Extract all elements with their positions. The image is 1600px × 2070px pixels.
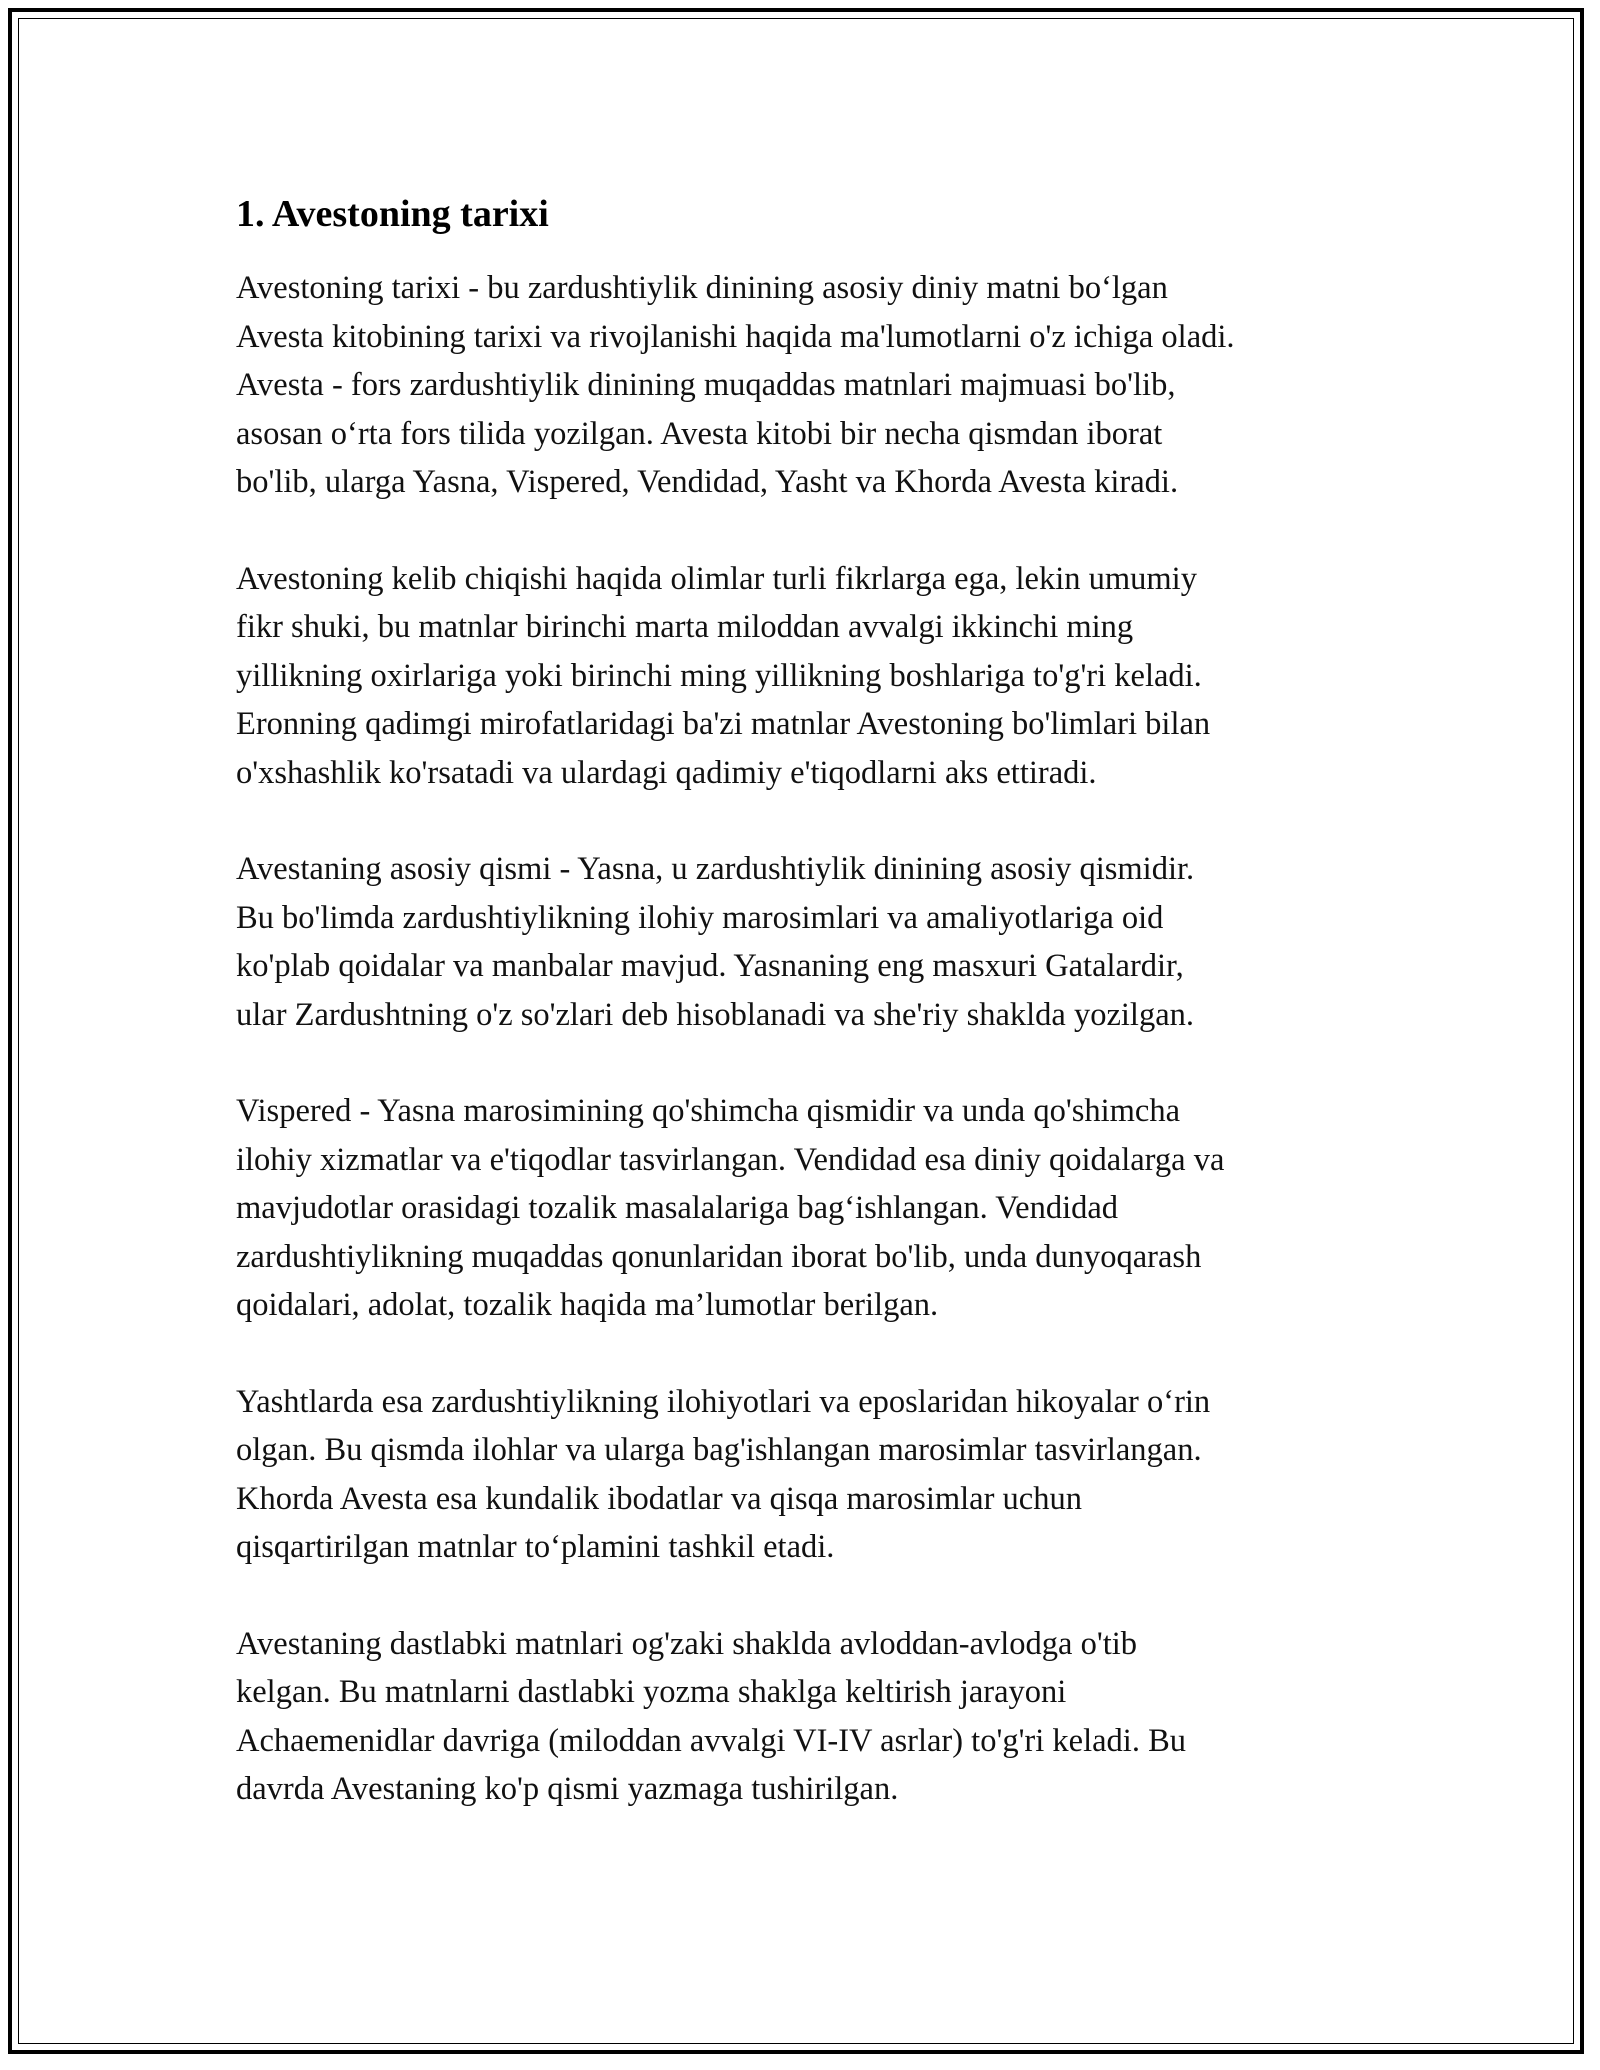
text-line: zardushtiylikning muqaddas qonunlaridan iborat bo'lib, unda dunyoqarash (236, 1238, 1202, 1275)
text-line: olgan. Bu qismda ilohlar va ularga bag'ishlangan marosimlar tasvirlangan. (236, 1432, 1202, 1468)
text-line: kelgan. Bu matnlarni dastlabki yozma shaklga keltirish jarayoni (236, 1674, 1067, 1710)
text-line: mavjudotlar orasidagi tozalik masalalariga bag‘ishlangan. Vendidad (236, 1190, 1119, 1226)
section-title: 1. Avestoning tarixi (236, 193, 549, 235)
paragraph-6 (236, 1620, 1376, 1814)
text-line: Bu bo'limda zardushtiylikning ilohiy marosimlari va amaliyotlariga oid (236, 899, 1164, 936)
text-line: Avesta kitobining tarixi va rivojlanishi haqida ma'lumotlarni o'z ichiga oladi. (236, 318, 1235, 355)
paragraph-list (236, 264, 1376, 1814)
text-line: asosan o‘rta fors tilida yozilgan. Avesta kitobi bir necha qismdan iborat (236, 415, 1163, 452)
paragraph-4 (236, 1087, 1376, 1330)
text-line: Avesta - fors zardushtiylik dinining muqaddas matnlari majmuasi bo'lib, (236, 367, 1176, 403)
text-line: fikr shuki, bu matnlar birinchi marta miloddan avvalgi ikkinchi ming (236, 609, 1134, 645)
paragraph-2 (236, 555, 1376, 798)
text-line: Khorda Avesta esa kundalik ibodatlar va qisqa marosimlar uchun (236, 1480, 1082, 1517)
text-line: Avestaning asosiy qismi - Yasna, u zardushtiylik dinining asosiy qismidir. (236, 851, 1195, 887)
text-line: ular Zardushtning o'z so'zlari deb hisoblanadi va she'riy shaklda yozilgan. (236, 996, 1195, 1033)
text-line: Achaemenidlar davriga (miloddan avvalgi VI-IV asrlar) to'g'ri keladi. Bu (236, 1722, 1186, 1759)
text-line: Eronning qadimgi mirofatlaridagi ba'zi matnlar Avestoning bo'limlari bilan (236, 706, 1211, 742)
paragraph-1 (236, 264, 1376, 507)
text-line: Yashtlarda esa zardushtiylikning ilohiyotlari va eposlaridan hikoyalar o‘rin (236, 1383, 1211, 1420)
text-line: bo'lib, ularga Yasna, Vispered, Vendidad, Yasht va Khorda Avesta kiradi. (236, 464, 1179, 500)
text-line: Avestoning tarixi - bu zardushtiylik dinining asosiy diniy matni bo‘lgan (236, 270, 1168, 306)
text-line: Avestaning dastlabki matnlari og'zaki shaklda avloddan-avlodga o'tib (236, 1625, 1138, 1662)
text-line: ko'plab qoidalar va manbalar mavjud. Yasnaning eng masxuri Gatalardir, (236, 948, 1184, 984)
text-line: qoidalari, adolat, tozalik haqida ma’lumotlar berilgan. (236, 1287, 939, 1323)
text-line: Vispered - Yasna marosimining qo'shimcha qismidir va unda qo'shimcha (236, 1093, 1181, 1129)
paragraph-5 (236, 1378, 1376, 1572)
text-line: yillikning oxirlariga yoki birinchi ming yillikning boshlariga to'g'ri keladi. (236, 657, 1202, 694)
text-line: Avestoning kelib chiqishi haqida olimlar turli fikrlarga ega, lekin umumiy (236, 560, 1197, 597)
document-body (236, 186, 1376, 1862)
text-line: ilohiy xizmatlar va e'tiqodlar tasvirlangan. Vendidad esa diniy qoidalarga va (236, 1141, 1225, 1178)
text-line: o'xshashlik ko'rsatadi va ulardagi qadimiy e'tiqodlarni aks ettiradi. (236, 754, 1097, 791)
text-line: qisqartirilgan matnlar to‘plamini tashkil etadi. (236, 1529, 835, 1565)
text-line: davrda Avestaning ko'p qismi yazmaga tushirilgan. (236, 1771, 899, 1807)
paragraph-3 (236, 845, 1376, 1039)
